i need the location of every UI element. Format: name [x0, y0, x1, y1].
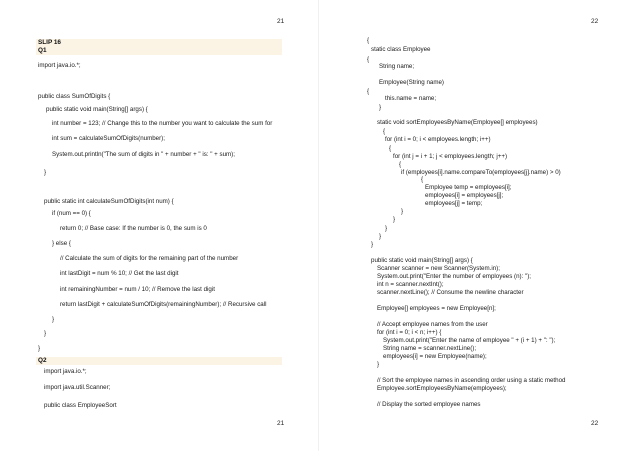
- code-line: // Calculate the sum of digits for the remaining part of the number: [60, 255, 239, 262]
- code-line: }: [379, 233, 382, 240]
- code-line: }: [44, 169, 47, 176]
- code-line: public static void main(String[] args) {: [46, 106, 148, 113]
- code-line: }: [401, 208, 404, 215]
- code-line: int n = scanner.nextInt();: [377, 281, 444, 288]
- right-page: [319, 0, 638, 451]
- code-line: }: [393, 216, 396, 223]
- code-line: public static int calculateSumOfDigits(int num) {: [44, 198, 174, 205]
- page-number-bottom: 22: [591, 420, 599, 427]
- code-line: }: [52, 316, 55, 323]
- code-line: System.out.print("Enter the number of employees (n): ");: [377, 273, 531, 280]
- code-line: {: [389, 145, 392, 152]
- code-line: {: [383, 128, 386, 135]
- code-line: int remainingNumber = num / 10; // Remove the last digit: [60, 286, 215, 293]
- code-line: scanner.nextLine(); // Consume the newline character: [377, 289, 524, 296]
- code-line: String name = scanner.nextLine();: [383, 345, 477, 352]
- code-line: if (num == 0) {: [52, 210, 91, 217]
- code-line: int number = 123; // Change this to the number you want to calculate the sum for: [52, 120, 273, 127]
- slip-heading: SLIP 16: [36, 39, 282, 47]
- page-number-top: 21: [277, 18, 285, 25]
- code-line: } else {: [52, 240, 71, 247]
- code-line: for (int i = 0; i < n; i++) {: [377, 329, 442, 336]
- code-line: System.out.println("The sum of digits in " + number + " is: " + sum);: [52, 151, 235, 158]
- code-line: System.out.print("Enter the name of employee " + (i + 1) + ": ");: [383, 337, 556, 344]
- code-line: for (int j = i + 1; j < employees.length; j++): [393, 153, 508, 160]
- page-number-top: 22: [591, 18, 599, 25]
- code-line: }: [379, 104, 382, 111]
- code-line: return lastDigit + calculateSumOfDigits(remainingNumber); // Recursive call: [60, 301, 267, 308]
- code-line: public static void main(String[] args) {: [371, 257, 473, 264]
- code-line: for (int i = 0; i < employees.length; i++): [385, 136, 491, 143]
- code-line: int lastDigit = num % 10; // Get the last digit: [60, 270, 179, 277]
- code-line: import java.io.*;: [44, 368, 87, 375]
- code-line: this.name = name;: [385, 95, 437, 102]
- code-line: if (employees[i].name.compareTo(employees[j].name) > 0): [401, 169, 561, 176]
- question-heading-q2: Q2: [36, 357, 282, 365]
- question-heading-q1: Q1: [36, 47, 282, 55]
- code-line: Employee(String name): [379, 79, 444, 86]
- code-line: String name;: [379, 63, 415, 70]
- code-line: {: [367, 88, 370, 95]
- code-line: static class Employee: [371, 46, 431, 53]
- code-line: }: [371, 241, 374, 248]
- code-line: employees[i] = employees[j];: [425, 192, 504, 199]
- code-line: // Sort the employee names in ascending order using a static method: [377, 377, 566, 384]
- code-line: public class SumOfDigits {: [38, 93, 111, 100]
- code-line: }: [44, 330, 47, 337]
- page-number-bottom: 21: [277, 420, 285, 427]
- code-line: // Accept employee names from the user: [377, 321, 488, 328]
- code-line: import java.io.*;: [38, 62, 81, 69]
- code-line: public class EmployeeSort: [44, 402, 117, 409]
- code-line: int sum = calculateSumOfDigits(number);: [52, 135, 165, 142]
- code-line: // Display the sorted employee names: [377, 401, 481, 408]
- code-line: }: [385, 225, 388, 232]
- code-line: Employee temp = employees[i];: [425, 184, 512, 191]
- code-line: Employee[] employees = new Employee[n];: [377, 305, 496, 312]
- code-line: import java.util.Scanner;: [44, 384, 111, 391]
- code-line: Scanner scanner = new Scanner(System.in);: [377, 265, 500, 272]
- code-line: {: [421, 176, 424, 183]
- code-line: employees[i] = new Employee(name);: [383, 353, 487, 360]
- code-line: {: [367, 37, 370, 44]
- code-line: Employee.sortEmployeesByName(employees);: [377, 385, 507, 392]
- code-line: employees[j] = temp;: [425, 200, 483, 207]
- code-line: return 0; // Base case: If the number is 0, the sum is 0: [60, 225, 207, 232]
- code-line: static void sortEmployeesByName(Employee[] employees): [377, 119, 538, 126]
- code-line: }: [377, 361, 380, 368]
- code-line: }: [38, 345, 41, 352]
- code-line: {: [367, 56, 370, 63]
- code-line: {: [399, 161, 402, 168]
